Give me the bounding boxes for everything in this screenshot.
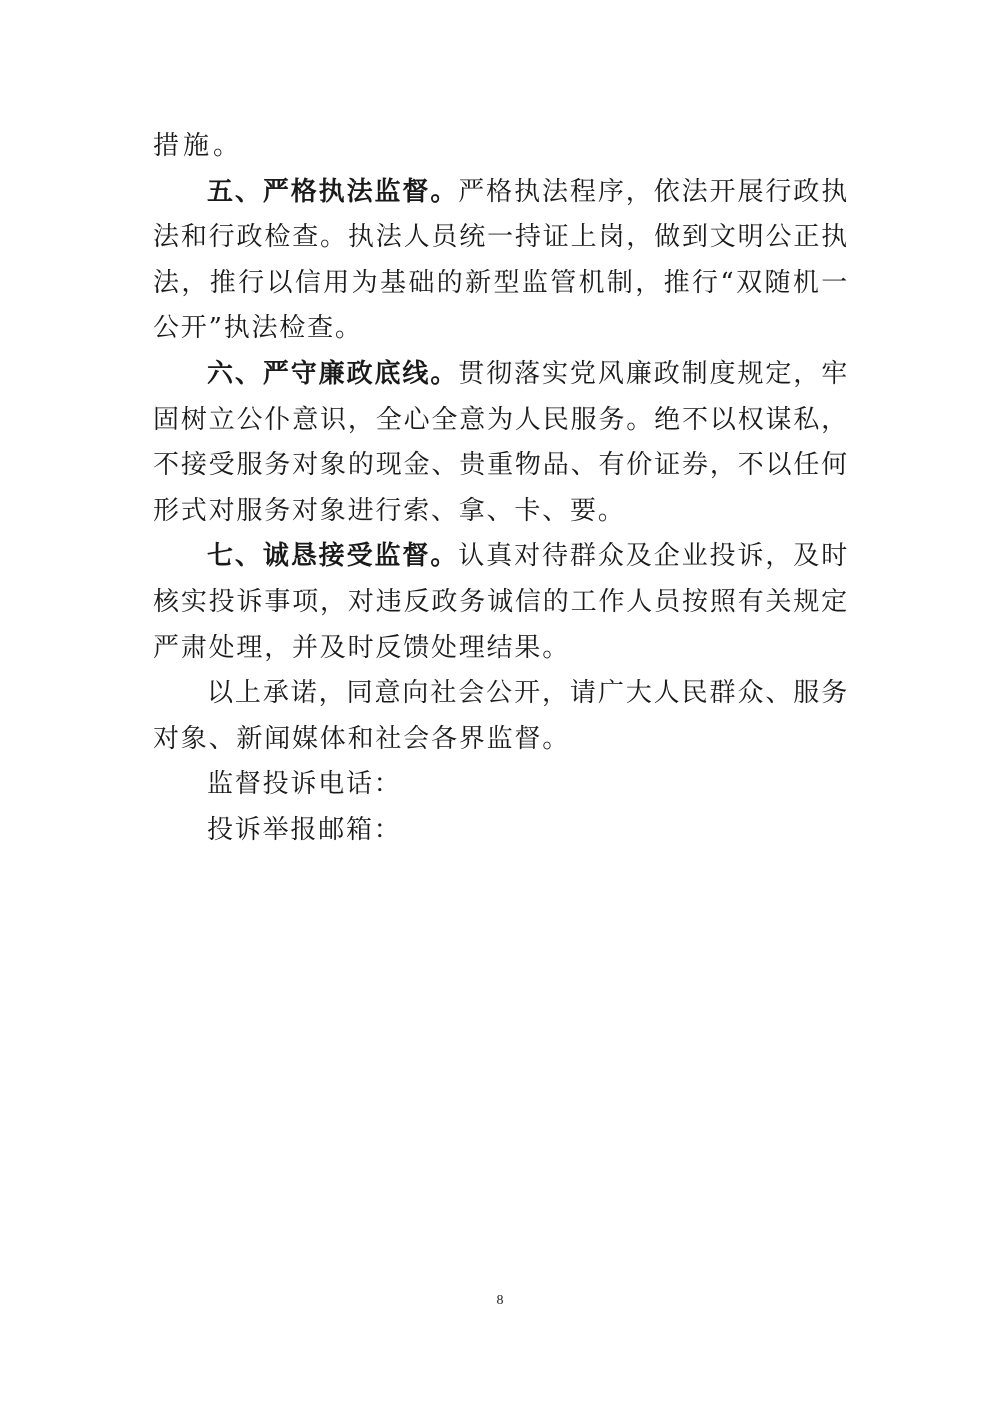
paragraph-heading: 五、严格执法监督。 [207,176,459,207]
paragraph-strict-enforcement [153,170,849,352]
paragraph-text: 以上承诺，同意向社会公开，请广大人民群众、服务对象、新闻媒体和社会各界监督。 [153,678,849,754]
paragraph-heading: 七、诚恳接受监督。 [207,541,459,572]
document-body [153,124,849,854]
paragraph-text: 投诉举报邮箱： [207,814,402,845]
paragraph-text: 认真对待群众及企业投诉，及时核实投诉事项，对违反政务诚信的工作人员按照有关规定严肃处理，并及时反馈处理结果。 [153,541,849,663]
paragraph-text: 监督投诉电话： [207,769,402,800]
paragraph-text: 贯彻落实党风廉政制度规定，牢固树立公仆意识，全心全意为人民服务。绝不以权谋私，不接受服务对象的现金、贵重物品、有价证券，不以任何形式对服务对象进行索、拿、卡、要。 [153,358,849,526]
complaint-phone-label [153,762,849,808]
paragraph-commitment [153,671,849,762]
paragraph-text: 严格执法程序，依法开展行政执法和行政检查。执法人员统一持证上岗，做到文明公正执法，推行以信用为基础的新型监管机制，推行“双随机一公开”执法检查。 [153,176,849,344]
paragraph-integrity [153,352,849,534]
paragraph-text: 措施。 [153,131,244,161]
complaint-email-label [153,808,849,854]
page-number: 8 [496,1293,504,1308]
paragraph-continuation [153,124,849,170]
paragraph-heading: 六、严守廉政底线。 [207,358,459,389]
paragraph-supervision [153,534,849,671]
